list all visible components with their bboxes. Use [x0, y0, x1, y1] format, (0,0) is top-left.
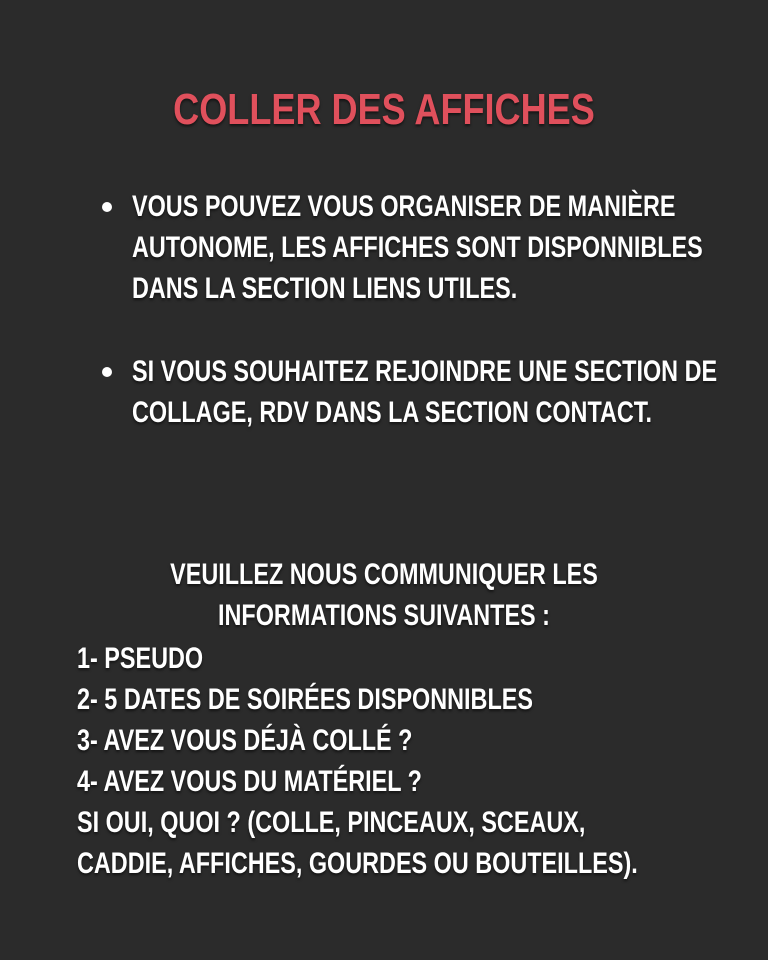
bullet-text: SI VOUS SOUHAITEZ REJOINDRE UNE SECTION DE COLLAGE, RDV DANS LA SECTION CONTACT.	[132, 355, 718, 429]
info-item-already-posted: 3- AVEZ VOUS DÉJÀ COLLÉ ?	[77, 724, 413, 757]
page-title: COLLER DES AFFICHES	[173, 85, 595, 134]
info-list	[77, 638, 768, 884]
bullet-item-autonomous	[100, 186, 740, 309]
info-item-material-detail-1: SI OUI, QUOI ? (COLLE, PINCEAUX, SCEAUX,	[77, 806, 586, 839]
notice-line-2: INFORMATIONS SUIVANTES :	[218, 599, 550, 632]
info-item-material: 4- AVEZ VOUS DU MATÉRIEL ?	[77, 765, 422, 798]
notice-heading	[0, 554, 768, 636]
bullet-list	[100, 186, 740, 433]
bullet-text: VOUS POUVEZ VOUS ORGANISER DE MANIÈRE AUTONOME, LES AFFICHES SONT DISPONNIBLES DANS LA SECTION LIENS UTILES.	[132, 190, 703, 305]
bullet-item-join-section	[100, 351, 740, 433]
info-item-dates: 2- 5 DATES DE SOIRÉES DISPONNIBLES	[77, 683, 533, 716]
bullet-dot-icon	[102, 367, 112, 377]
notice-line-1: VEUILLEZ NOUS COMMUNIQUER LES	[170, 558, 598, 591]
bullet-dot-icon	[102, 202, 112, 212]
info-item-pseudo: 1- PSEUDO	[77, 642, 204, 675]
info-item-material-detail-2: CADDIE, AFFICHES, GOURDES OU BOUTEILLES).	[77, 847, 638, 880]
